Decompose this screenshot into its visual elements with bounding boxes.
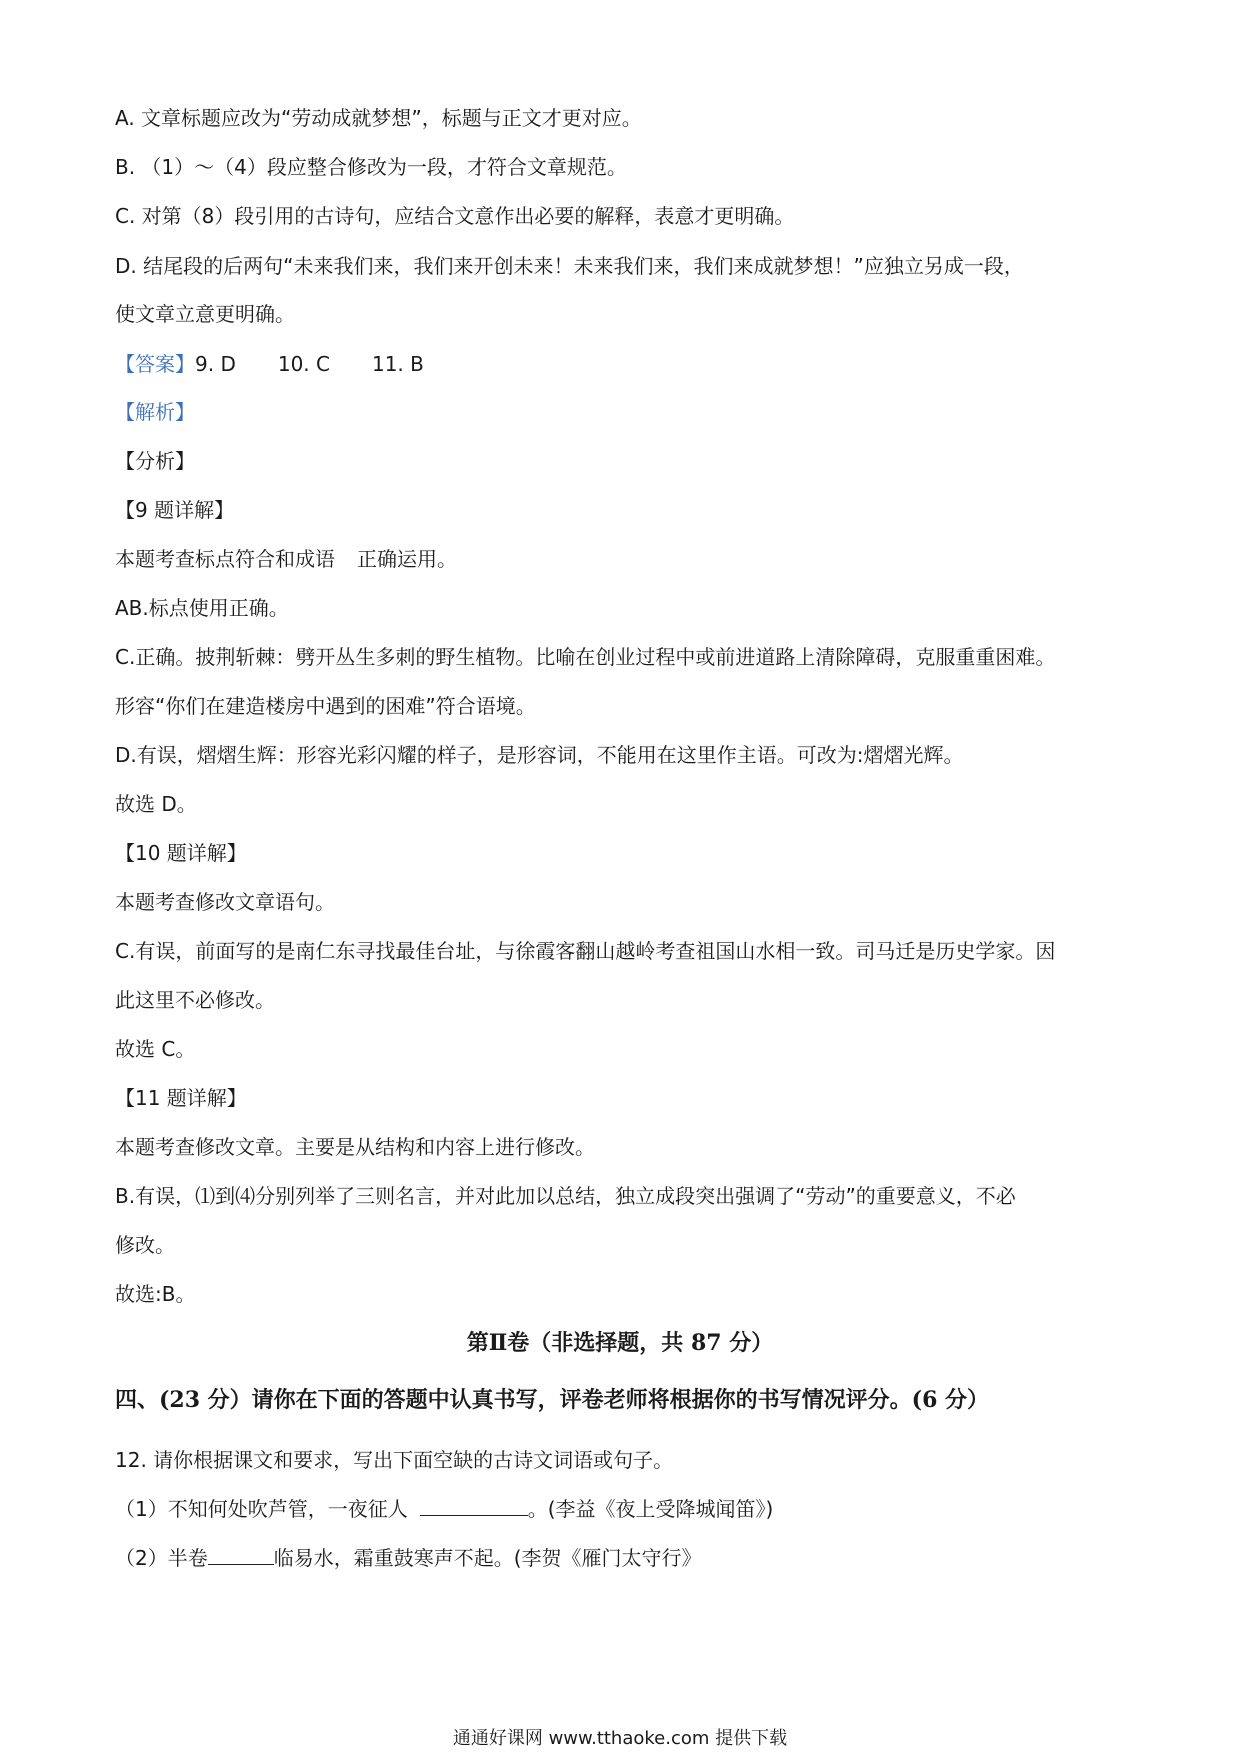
q11-line3: 修改。 xyxy=(115,1233,175,1257)
q12-item2-after: 临易水，霜重鼓寒声不起。(李贺《雁门太守行》 xyxy=(273,1546,702,1570)
q10-line1: 本题考查修改文章语句。 xyxy=(115,890,335,914)
q12-stem: 12. 请你根据课文和要求，写出下面空缺的古诗文词语或句子。 xyxy=(115,1448,674,1472)
q10-title: 【10 题详解】 xyxy=(115,841,247,865)
fenxi-label: 【分析】 xyxy=(115,449,195,473)
option-d-line1: D. 结尾段的后两句“未来我们来，我们来开创未来！未来我们来，我们来成就梦想！”应独立另成一段， xyxy=(115,254,1024,278)
page-footer: 通通好课网 www.tthaoke.com 提供下载 xyxy=(452,1728,788,1749)
option-b: B. （1）～（4）段应整合修改为一段，才符合文章规范。 xyxy=(115,155,627,179)
answer-line xyxy=(115,350,1140,378)
q9-line1-part1: 本题考查标点符合和成语 xyxy=(115,547,335,571)
q10-line3: 此这里不必修改。 xyxy=(115,988,275,1012)
section2-heading: 四、(23 分）请你在下面的答题中认真书写，评卷老师将根据你的书写情况评分。(6 分） xyxy=(115,1387,990,1413)
q12-item1-before: （1）不知何处吹芦管，一夜征人 xyxy=(115,1497,408,1521)
q12-item1-after: 。(李益《夜上受降城闻笛》) xyxy=(527,1497,774,1521)
q11-line2: B.有误，⑴到⑷分别列举了三则名言，并对此加以总结，独立成段突出强调了“劳动”的重要意义，不必 xyxy=(115,1184,1016,1208)
jiexi-label: 【解析】 xyxy=(115,400,195,424)
q12-item1 xyxy=(115,1495,1140,1523)
q12-item2-blank[interactable] xyxy=(208,1546,274,1565)
q11-title: 【11 题详解】 xyxy=(115,1086,247,1110)
option-a: A. 文章标题应改为“劳动成就梦想”，标题与正文才更对应。 xyxy=(115,106,642,130)
q10-line4: 故选 C。 xyxy=(115,1037,196,1061)
q9-line6: 故选 D。 xyxy=(115,792,197,816)
section2-title: 第Ⅱ卷（非选择题，共 87 分） xyxy=(466,1330,774,1356)
q11-line1: 本题考查修改文章。主要是从结构和内容上进行修改。 xyxy=(115,1135,595,1159)
q9-line1-part2: 正确运用。 xyxy=(357,547,457,571)
q9-line5: D.有误，熠熠生辉：形容光彩闪耀的样子，是形容词，不能用在这里作主语。可改为:熠熠光辉。 xyxy=(115,743,964,767)
answer-9: 9. D xyxy=(195,352,236,376)
option-d-line2: 使文章立意更明确。 xyxy=(115,302,295,326)
option-c: C. 对第（8）段引用的古诗句，应结合文意作出必要的解释，表意才更明确。 xyxy=(115,204,795,228)
answer-label: 【答案】 xyxy=(115,352,195,376)
q9-line1 xyxy=(115,545,1140,573)
q9-title: 【9 题详解】 xyxy=(115,498,235,522)
answer-10: 10. C xyxy=(277,352,330,376)
q10-line2: C.有误，前面写的是南仁东寻找最佳台址，与徐霞客翻山越岭考查祖国山水相一致。司马迁是历史学家。因 xyxy=(115,939,1056,963)
q12-item2-before: （2）半卷 xyxy=(115,1546,208,1570)
q9-line4: 形容“你们在建造楼房中遇到的困难”符合语境。 xyxy=(115,694,536,718)
q12-item2 xyxy=(115,1544,1140,1572)
q12-item1-blank[interactable] xyxy=(420,1497,528,1516)
q9-line2: AB.标点使用正确。 xyxy=(115,596,289,620)
q11-line4: 故选:B。 xyxy=(115,1282,196,1306)
q9-line3: C.正确。披荆斩棘：劈开丛生多刺的野生植物。比喻在创业过程中或前进道路上清除障碍，克服重重困难。 xyxy=(115,645,1056,669)
answer-11: 11. B xyxy=(371,352,424,376)
